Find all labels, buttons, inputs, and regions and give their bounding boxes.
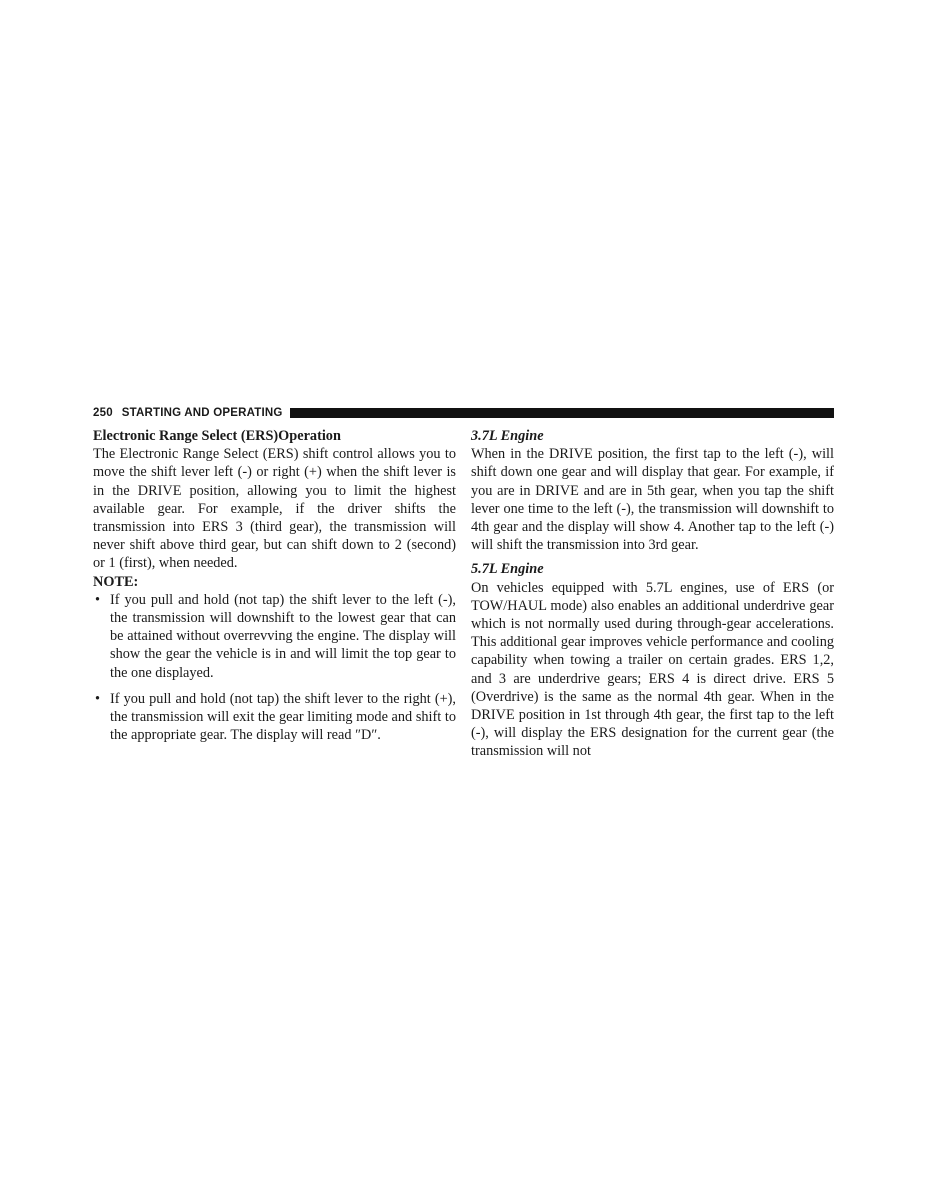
note-label: NOTE: [93,573,139,590]
bullet-icon: • [95,690,101,707]
right-column [471,427,834,761]
header-rule [290,408,834,418]
ers-intro-paragraph: The Electronic Range Select (ERS) shift control allows you to move the shift lever left (-) or right (+) when the shift lever is in the DRIVE position, allowing you to limit the highest available gear. For example, if the driver shifts the transmission into ERS 3 (third gear), the transmission will never shift above third gear, but can shift down to 2 (second) or 1 (first), when needed. [93,446,456,572]
bullet-text: If you pull and hold (not tap) the shift lever to the right (+), the transmission will exit the gear limiting mode and shift to the appropriate gear. The display will read ″D″. [110,690,456,744]
list-item [93,690,456,745]
bullet-text: If you pull and hold (not tap) the shift lever to the left (-), the transmission will downshift to the lowest gear that can be attained without overrevving the engine. The display will show the gear the vehicle is in and will limit the top gear to the one displayed. [110,591,456,681]
engine-57-paragraph: On vehicles equipped with 5.7L engines, use of ERS (or TOW/HAUL mode) also enables an additional underdrive gear which is not normally used during through-gear accelerations. This additional gear improves vehicle performance and cooling capability when towing a trailer on certain grades. ERS 1,2, and 3 are underdrive gears; ERS 4 is direct drive. ERS 5 (Overdrive) is the same as the normal 4th gear. When in the DRIVE position in 1st through 4th gear, the first tap to the left (-), will display the ERS designation for the current gear (the transmission will not [471,579,834,760]
section-title: STARTING AND OPERATING [121,407,283,419]
note-bullet-list [93,591,456,745]
engine-57-heading: 5.7L Engine [471,561,544,578]
page-number: 250 [93,407,113,419]
ers-heading: Electronic Range Select (ERS)Operation [93,428,341,444]
list-item [93,591,456,682]
engine-37-paragraph: When in the DRIVE position, the first tap to the left (-), will shift down one gear and will display that gear. For example, if you are in DRIVE and are in 5th gear, when you tap the shift lever one time to the left (-), the transmission will downshift to 4th gear and the display will show 4. Another tap to the left (-) will shift the transmission into 3rd gear. [471,446,834,554]
left-column [93,427,456,744]
engine-37-heading: 3.7L Engine [471,428,544,444]
bullet-icon: • [95,591,101,608]
page-header [93,405,834,421]
